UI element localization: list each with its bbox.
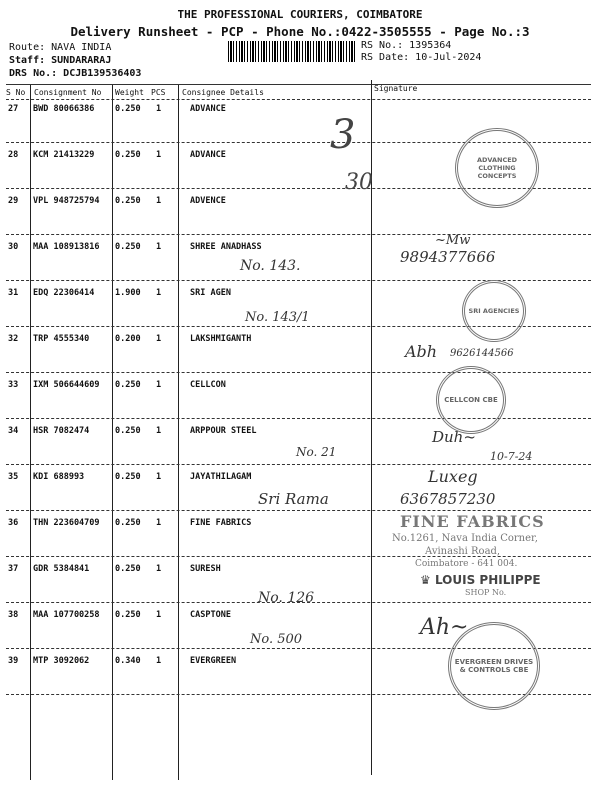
cell-details: CASPTONE	[190, 610, 231, 620]
cell-weight: 0.250	[115, 104, 141, 114]
cell-weight: 0.250	[115, 196, 141, 206]
hw-r34-date: 10-7-24	[490, 450, 533, 463]
hw-r29-scribble: 30	[345, 170, 373, 195]
stamp-fine-fabrics-addr1: No.1261, Nava India Corner,	[392, 533, 538, 544]
cell-sno: 39	[8, 656, 19, 666]
cell-weight: 0.250	[115, 426, 141, 436]
runsheet-subtitle: Delivery Runsheet - PCP - Phone No.:0422-3505555 - Page No.:3	[70, 24, 530, 39]
col-weight: Weight	[115, 88, 144, 97]
cell-pcs: 1	[156, 656, 162, 666]
cell-details: SURESH	[190, 564, 221, 574]
cell-pcs: 1	[156, 288, 162, 298]
col-consignment: Consignment No	[34, 88, 102, 97]
cell-sno: 37	[8, 564, 19, 574]
cell-sno: 31	[8, 288, 19, 298]
cell-pcs: 1	[156, 472, 162, 482]
hw-r30-note: No. 143.	[240, 258, 301, 274]
cell-pcs: 1	[156, 196, 162, 206]
row-divider	[6, 372, 591, 373]
cell-pcs: 1	[156, 610, 162, 620]
cell-pcs: 1	[156, 380, 162, 390]
cell-pcs: 1	[156, 334, 162, 344]
col-details: Consignee Details	[182, 88, 264, 97]
cell-sno: 30	[8, 242, 19, 252]
cell-weight: 0.250	[115, 472, 141, 482]
drs-number: DRS No.: DCJB139536403	[9, 68, 142, 79]
cell-sno: 27	[8, 104, 19, 114]
hw-r30-signature: ~Mw	[435, 233, 471, 248]
cell-pcs: 1	[156, 104, 162, 114]
cell-details: ADVENCE	[190, 196, 226, 206]
cell-cons: IXM 506644609	[33, 380, 100, 390]
cell-pcs: 1	[156, 518, 162, 528]
stamp-sri-agencies: SRI AGENCIES	[462, 280, 526, 342]
stamp-louis-philippe: ♛ LOUIS PHILIPPE	[420, 573, 541, 587]
col-signature: Signature	[374, 84, 418, 93]
row-divider	[6, 464, 591, 465]
stamp-cellcon: CELLCON CBE	[436, 366, 506, 434]
cell-weight: 0.250	[115, 610, 141, 620]
staff-label: Staff: SUNDARARAJ	[9, 55, 112, 66]
cell-pcs: 1	[156, 150, 162, 160]
stamp-louis-sub: SHOP No.	[465, 588, 507, 597]
hw-r31-note: No. 143/1	[245, 310, 310, 325]
cell-cons: MAA 108913816	[33, 242, 100, 252]
cell-weight: 0.250	[115, 242, 141, 252]
cell-cons: HSR 7082474	[33, 426, 90, 436]
hw-r35-phone: 6367857230	[400, 490, 496, 508]
cell-details: EVERGREEN	[190, 656, 237, 666]
rs-number: RS No.: 1395364	[361, 40, 452, 51]
cell-sno: 33	[8, 380, 19, 390]
cell-details: SHREE ANADHASS	[190, 242, 262, 252]
cell-cons: EDQ 22306414	[33, 288, 95, 298]
stamp-fine-fabrics-addr3: Coimbatore - 641 004.	[415, 559, 518, 569]
cell-sno: 34	[8, 426, 19, 436]
hw-r30-phone: 9894377666	[400, 248, 496, 266]
hw-r37-note: No. 126	[258, 590, 315, 606]
cell-details: LAKSHMIGANTH	[190, 334, 252, 344]
cell-cons: MAA 107700258	[33, 610, 100, 620]
hw-r38-note: No. 500	[250, 632, 303, 647]
cell-weight: 0.250	[115, 150, 141, 160]
row-divider	[6, 556, 591, 557]
stamp-fine-fabrics-name: FINE FABRICS	[400, 512, 545, 531]
cell-pcs: 1	[156, 242, 162, 252]
cell-weight: 0.340	[115, 656, 141, 666]
stamp-advanced-clothing: ADVANCED CLOTHING CONCEPTS	[455, 128, 539, 208]
route-label: Route: NAVA INDIA	[9, 42, 112, 53]
cell-weight: 0.200	[115, 334, 141, 344]
hw-r34-signature: Duh~	[432, 428, 476, 446]
table-row	[0, 380, 600, 426]
col-sno: S No	[6, 88, 26, 97]
hw-r38-signature: Ah~	[420, 615, 469, 640]
cell-pcs: 1	[156, 426, 162, 436]
stamp-evergreen: EVERGREEN DRIVES & CONTROLS CBE	[448, 622, 540, 710]
hw-r32-signature: Abh	[405, 342, 438, 361]
hw-r35-signature: Luxeg	[428, 467, 478, 486]
cell-cons: KCM 21413229	[33, 150, 95, 160]
row-divider	[6, 234, 591, 235]
cell-sno: 32	[8, 334, 19, 344]
cell-weight: 0.250	[115, 518, 141, 528]
cell-sno: 29	[8, 196, 19, 206]
rs-date: RS Date: 10-Jul-2024	[361, 52, 482, 63]
cell-details: ADVANCE	[190, 104, 226, 114]
stamp-fine-fabrics-addr2: Avinashi Road,	[425, 546, 501, 557]
cell-cons: KDI 688993	[33, 472, 85, 482]
cell-sno: 35	[8, 472, 19, 482]
cell-details: FINE FABRICS	[190, 518, 252, 528]
cell-cons: BWD 80066386	[33, 104, 95, 114]
cell-details: ARPPOUR STEEL	[190, 426, 257, 436]
company-title: THE PROFESSIONAL COURIERS, COIMBATORE	[177, 8, 423, 21]
cell-cons: THN 223604709	[33, 518, 100, 528]
cell-cons: GDR 5384841	[33, 564, 90, 574]
cell-pcs: 1	[156, 564, 162, 574]
row-divider	[6, 510, 591, 511]
cell-cons: MTP 3092062	[33, 656, 90, 666]
hw-r35-name: Sri Rama	[258, 490, 329, 508]
cell-details: SRI AGEN	[190, 288, 231, 298]
hw-r32-phone: 9626144566	[450, 348, 514, 359]
hw-r34-note: No. 21	[296, 445, 337, 459]
cell-weight: 1.900	[115, 288, 141, 298]
cell-weight: 0.250	[115, 380, 141, 390]
cell-weight: 0.250	[115, 564, 141, 574]
row-divider	[6, 418, 591, 419]
cell-details: ADVANCE	[190, 150, 226, 160]
cell-sno: 36	[8, 518, 19, 528]
crown-icon: ♛	[420, 573, 431, 587]
hw-r27-scribble: 3	[330, 112, 356, 158]
cell-sno: 38	[8, 610, 19, 620]
cell-cons: TRP 4555340	[33, 334, 90, 344]
col-pcs: PCS	[151, 88, 166, 97]
barcode	[228, 41, 356, 62]
cell-cons: VPL 948725794	[33, 196, 100, 206]
cell-sno: 28	[8, 150, 19, 160]
cell-details: JAYATHILAGAM	[190, 472, 252, 482]
cell-details: CELLCON	[190, 380, 226, 390]
